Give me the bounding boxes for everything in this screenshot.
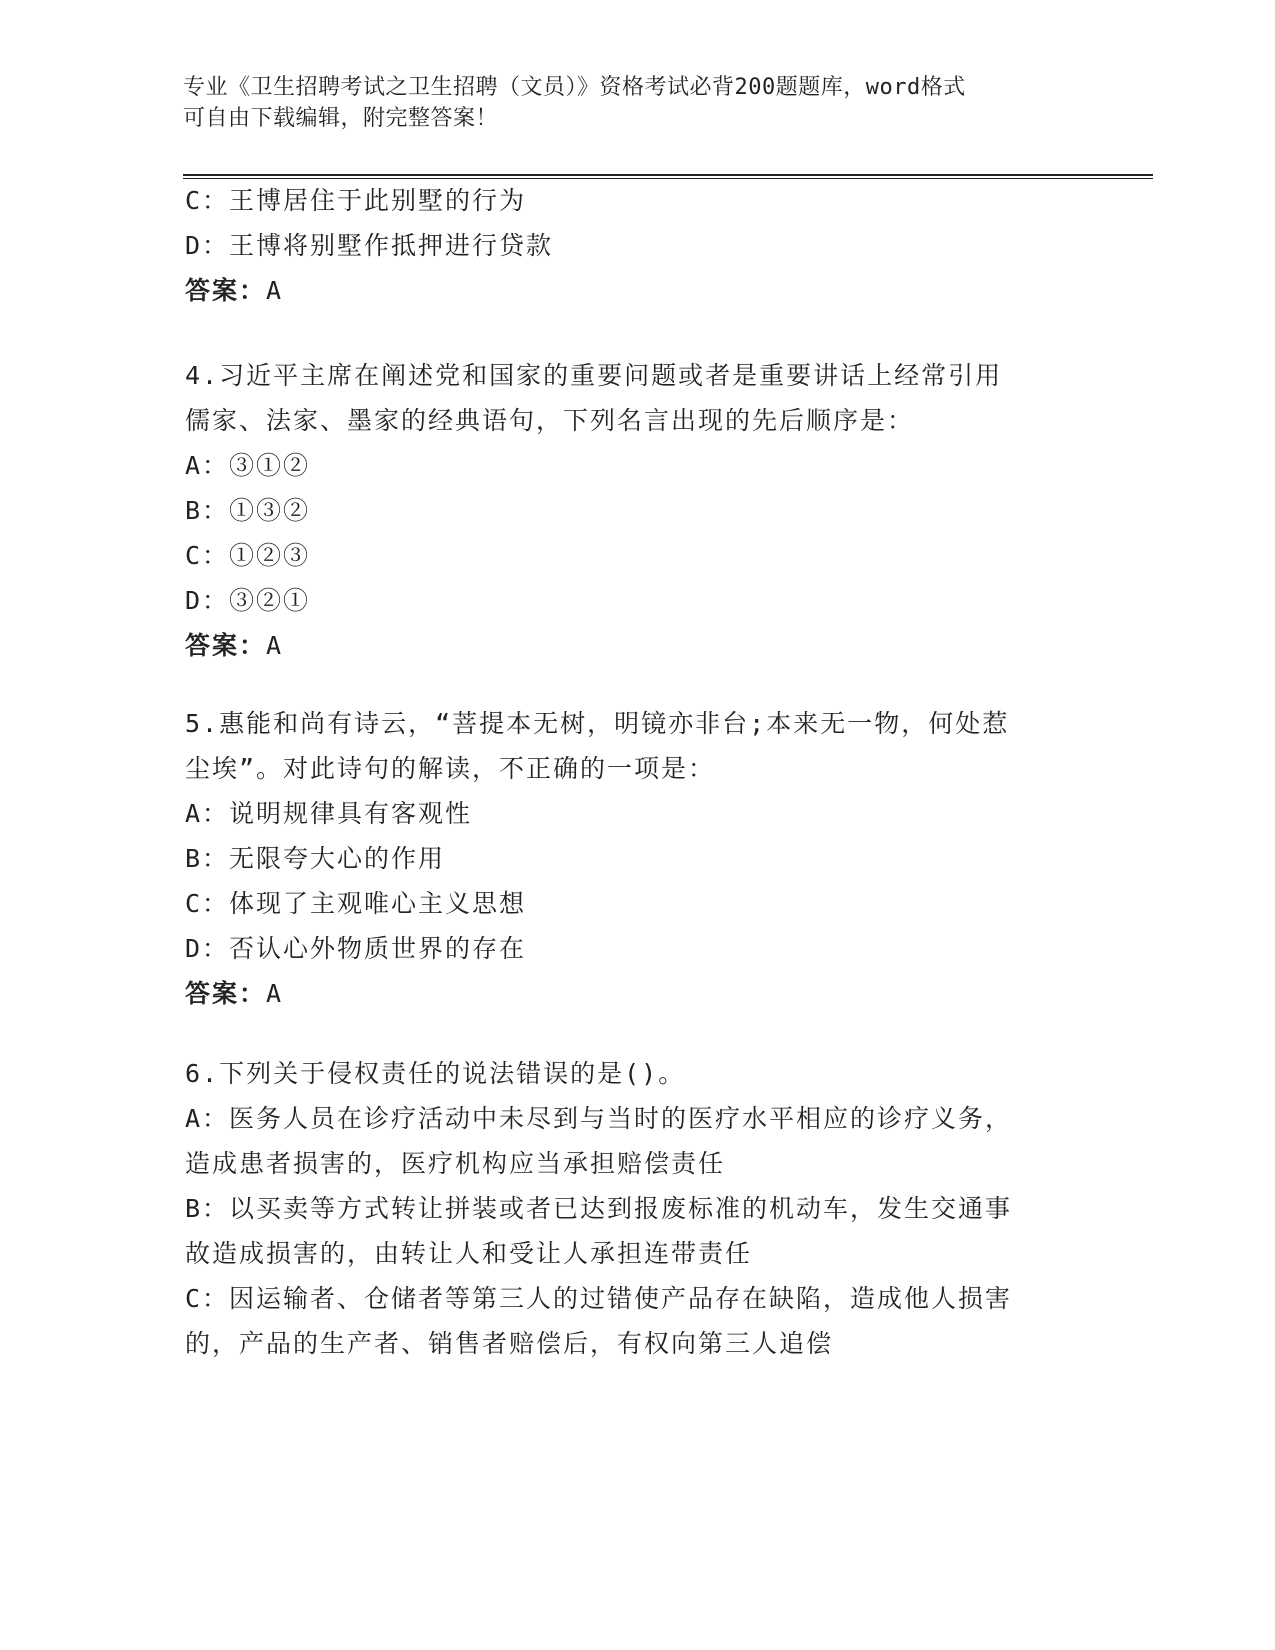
header-title-line-2: 可自由下载编辑，附完整答案！ [183,106,499,131]
document-header [183,72,1083,134]
question-6-option-c-line-1: C：因运输者、仓储者等第三人的过错使产品存在缺陷，造成他人损害 [185,1284,1013,1313]
question-4 [185,353,1085,668]
question-5-stem-line-1: 5.惠能和尚有诗云，“菩提本无树，明镜亦非台;本来无一物，何处惹 [185,709,1010,738]
question-3-tail [185,178,1085,313]
question-6-option-a-line-1: A：医务人员在诊疗活动中未尽到与当时的医疗水平相应的诊疗义务， [185,1104,1013,1133]
question-4-stem-line-2: 儒家、法家、墨家的经典语句，下列名言出现的先后顺序是： [185,406,915,435]
question-4-stem-line-1: 4.习近平主席在阐述党和国家的重要问题或者是重要讲话上经常引用 [185,361,1003,390]
question-4-option-c: C：①②③ [185,541,311,570]
question-5-option-a: A：说明规律具有客观性 [185,799,473,828]
question-6-option-b-line-1: B：以买卖等方式转让拼装或者已达到报废标准的机动车，发生交通事 [185,1194,1013,1223]
question-3-answer [185,268,1085,313]
answer-value: A [266,276,284,305]
question-5 [185,701,1085,1016]
question-6-option-a-line-2: 造成患者损害的，医疗机构应当承担赔偿责任 [185,1149,726,1178]
question-3-option-c: C：王博居住于此别墅的行为 [185,186,527,215]
question-6-option-b-line-2: 故造成损害的，由转让人和受让人承担连带责任 [185,1239,753,1268]
question-5-option-b: B：无限夸大心的作用 [185,844,446,873]
question-6-option-c-line-2: 的，产品的生产者、销售者赔偿后，有权向第三人追偿 [185,1329,834,1358]
question-4-option-a: A：③①② [185,451,311,480]
answer-label: 答案： [185,276,267,305]
question-4-answer [185,623,1085,668]
question-5-answer [185,971,1085,1016]
question-6-stem: 6.下列关于侵权责任的说法错误的是()。 [185,1059,686,1088]
question-3-option-d: D：王博将别墅作抵押进行贷款 [185,231,554,260]
question-5-stem-line-2: 尘埃”。对此诗句的解读，不正确的一项是： [185,754,716,783]
question-5-option-c: C：体现了主观唯心主义思想 [185,889,527,918]
header-title-line-1: 专业《卫生招聘考试之卫生招聘（文员）》资格考试必背200题题库，word格式 [183,75,966,100]
answer-label: 答案： [185,631,267,660]
question-4-option-d: D：③②① [185,586,311,615]
question-6 [185,1051,1085,1366]
answer-value: A [266,631,284,660]
question-4-option-b: B：①③② [185,496,311,525]
answer-label: 答案： [185,979,267,1008]
question-5-option-d: D：否认心外物质世界的存在 [185,934,527,963]
answer-value: A [266,979,284,1008]
